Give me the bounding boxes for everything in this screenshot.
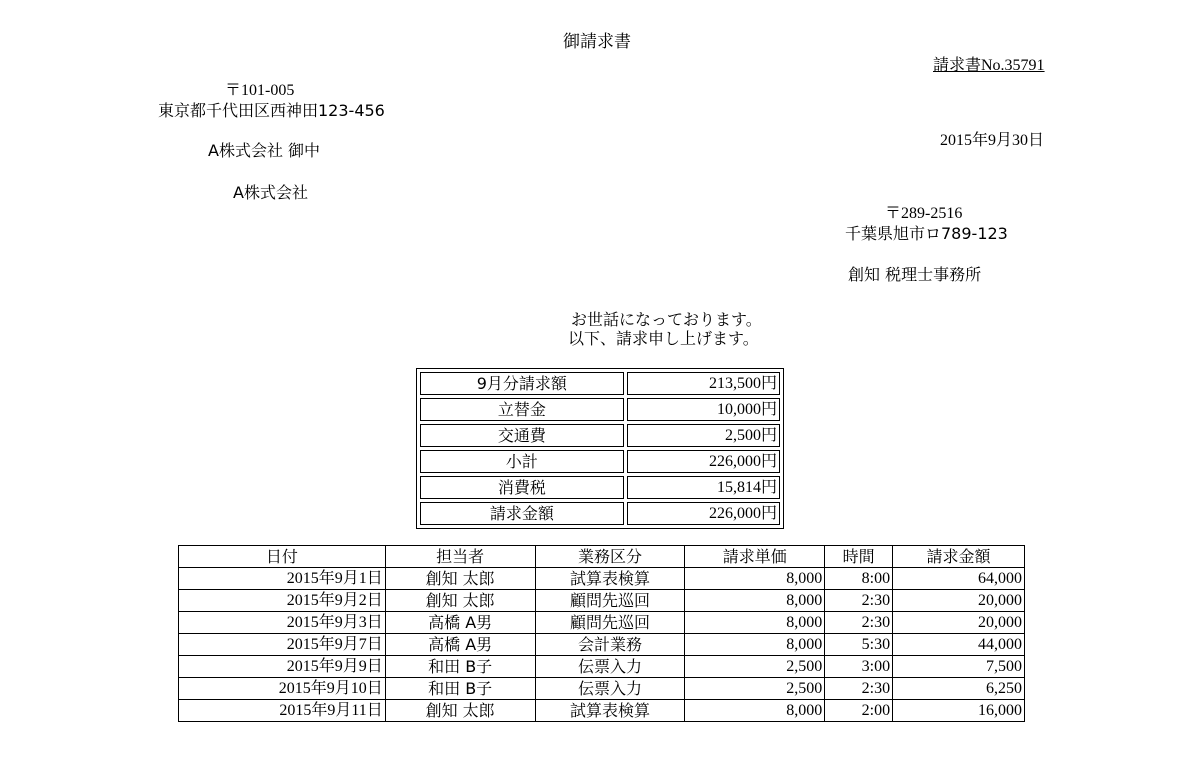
summary-value: 2,500円 — [627, 424, 780, 447]
sender-address: 千葉県旭市ロ789-123 — [845, 224, 1008, 243]
cell-hours: 8:00 — [825, 568, 893, 590]
cell-amount: 64,000 — [893, 568, 1025, 590]
cell-staff: 創知 太郎 — [385, 590, 535, 612]
greeting-line-2: 以下、請求申し上げます。 — [568, 329, 759, 348]
summary-value: 226,000円 — [627, 502, 780, 525]
cell-category: 試算表検算 — [535, 700, 685, 722]
summary-label: 立替金 — [420, 398, 624, 421]
invoice-number: 請求書No.35791 — [933, 57, 1045, 74]
cell-unit-price: 8,000 — [685, 590, 825, 612]
summary-value: 15,814円 — [627, 476, 780, 499]
column-header-date: 日付 — [179, 546, 386, 568]
detail-table — [178, 545, 1025, 722]
greeting-line-1: お世話になっております。 — [571, 310, 762, 329]
cell-date: 2015年9月2日 — [179, 590, 386, 612]
cell-category: 試算表検算 — [535, 568, 685, 590]
cell-staff: 高橋 A男 — [385, 612, 535, 634]
summary-value: 10,000円 — [627, 398, 780, 421]
cell-staff: 和田 B子 — [385, 656, 535, 678]
invoice-date: 2015年9月30日 — [940, 132, 1045, 149]
cell-staff: 創知 太郎 — [385, 568, 535, 590]
summary-value: 213,500円 — [627, 372, 780, 395]
summary-label: 請求金額 — [420, 502, 624, 525]
summary-row — [420, 502, 780, 525]
cell-unit-price: 2,500 — [685, 656, 825, 678]
cell-date: 2015年9月10日 — [179, 678, 386, 700]
column-header-hours: 時間 — [825, 546, 893, 568]
summary-row — [420, 476, 780, 499]
cell-amount: 7,500 — [893, 656, 1025, 678]
summary-table — [416, 368, 784, 529]
cell-amount: 20,000 — [893, 612, 1025, 634]
cell-date: 2015年9月7日 — [179, 634, 386, 656]
cell-date: 2015年9月1日 — [179, 568, 386, 590]
column-header-amount: 請求金額 — [893, 546, 1025, 568]
cell-unit-price: 8,000 — [685, 634, 825, 656]
table-row — [179, 678, 1025, 700]
cell-category: 顧問先巡回 — [535, 590, 685, 612]
cell-category: 会計業務 — [535, 634, 685, 656]
table-row — [179, 700, 1025, 722]
cell-hours: 5:30 — [825, 634, 893, 656]
cell-date: 2015年9月11日 — [179, 700, 386, 722]
cell-amount: 44,000 — [893, 634, 1025, 656]
detail-header-row — [179, 546, 1025, 568]
cell-amount: 20,000 — [893, 590, 1025, 612]
cell-staff: 創知 太郎 — [385, 700, 535, 722]
document-title: 御請求書 — [563, 32, 631, 52]
recipient-company: A株式会社 — [233, 183, 308, 202]
sender-postal: 〒289-2516 — [885, 205, 963, 222]
recipient-postal: 〒101-005 — [225, 82, 295, 99]
column-header-category: 業務区分 — [535, 546, 685, 568]
summary-label: 交通費 — [420, 424, 624, 447]
table-row — [179, 656, 1025, 678]
cell-date: 2015年9月9日 — [179, 656, 386, 678]
summary-label: 9月分請求額 — [420, 372, 624, 395]
column-header-unit-price: 請求単価 — [685, 546, 825, 568]
column-header-staff: 担当者 — [385, 546, 535, 568]
cell-unit-price: 8,000 — [685, 568, 825, 590]
recipient-address: 東京都千代田区西神田123-456 — [158, 101, 385, 120]
table-row — [179, 590, 1025, 612]
summary-row — [420, 372, 780, 395]
summary-row — [420, 398, 780, 421]
summary-row — [420, 450, 780, 473]
sender-name: 創知 税理士事務所 — [848, 265, 982, 284]
table-row — [179, 568, 1025, 590]
cell-staff: 高橋 A男 — [385, 634, 535, 656]
cell-unit-price: 2,500 — [685, 678, 825, 700]
recipient-company-honorific: A株式会社 御中 — [208, 141, 321, 160]
cell-hours: 2:00 — [825, 700, 893, 722]
cell-hours: 2:30 — [825, 612, 893, 634]
summary-row — [420, 424, 780, 447]
summary-label: 小計 — [420, 450, 624, 473]
cell-hours: 2:30 — [825, 590, 893, 612]
cell-unit-price: 8,000 — [685, 612, 825, 634]
table-row — [179, 634, 1025, 656]
cell-category: 顧問先巡回 — [535, 612, 685, 634]
cell-date: 2015年9月3日 — [179, 612, 386, 634]
cell-hours: 2:30 — [825, 678, 893, 700]
table-row — [179, 612, 1025, 634]
cell-amount: 6,250 — [893, 678, 1025, 700]
summary-value: 226,000円 — [627, 450, 780, 473]
summary-label: 消費税 — [420, 476, 624, 499]
cell-hours: 3:00 — [825, 656, 893, 678]
cell-category: 伝票入力 — [535, 678, 685, 700]
cell-amount: 16,000 — [893, 700, 1025, 722]
cell-unit-price: 8,000 — [685, 700, 825, 722]
cell-category: 伝票入力 — [535, 656, 685, 678]
cell-staff: 和田 B子 — [385, 678, 535, 700]
